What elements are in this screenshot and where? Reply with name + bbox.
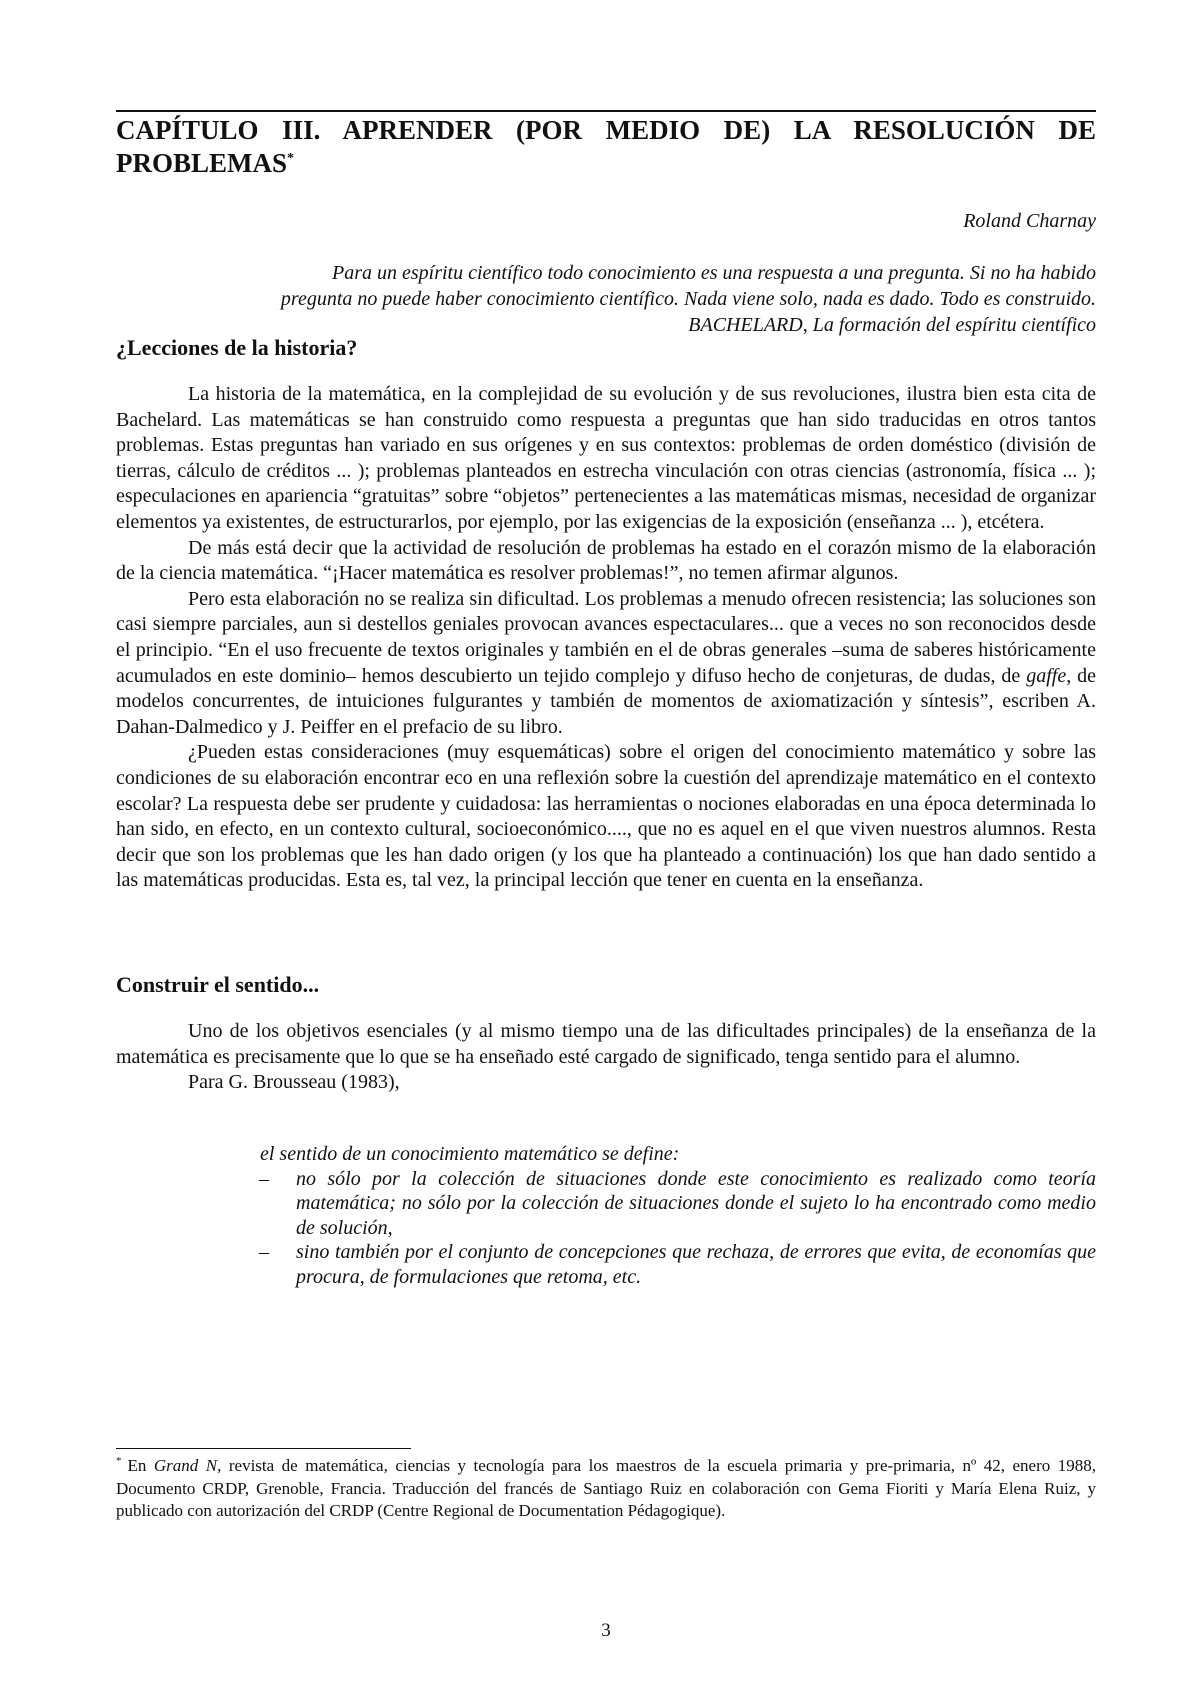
paragraph: ¿Pueden estas consideraciones (muy esquemáticas) sobre el origen del conocimiento matemático y sobre las condiciones de su elaboración encontrar eco en una reflexión sobre la cuestión del aprendizaje matemático en el contexto escolar? La respuesta debe ser prudente y cuidadosa: las herramientas o nociones elaboradas en una época determinada lo han sido, en efecto, en un contexto cultural, socioeconómico...., que no es aquel en el que viven nuestros alumnos. Resta decir que son los problemas que les han dado origen (y los que ha planteado a continuación) los que han dado sentido a las matemáticas producidas. Esta es, tal vez, la principal lección que tener en cuenta en la enseñanza.: [116, 741, 1096, 892]
paragraph: Uno de los objetivos esenciales (y al mismo tiempo una de las dificultades principales) de la enseñanza de la matemática es precisamente que lo que se ha enseñado esté cargado de significado, tenga sentido para el alumno.: [116, 1020, 1096, 1068]
paragraph: Para G. Brousseau (1983),: [188, 1071, 400, 1094]
top-rule: [116, 110, 1096, 112]
quote-item-text: sino también por el conjunto de concepciones que rechaza, de errores que evita, de economías que procura, de formulaciones que retoma, etc.: [296, 1241, 1096, 1288]
paragraph-italic-term: gaffe: [1026, 664, 1067, 687]
dash-bullet: –: [259, 1241, 269, 1263]
epigraph: [176, 260, 1096, 338]
footnote-rule: [116, 1448, 411, 1449]
footnote-text: , revista de matemática, ciencias y tecnología para los maestros de la escuela primaria y pre-primaria, nº 42, enero 1988, Documento CRDP, Grenoble, Francia. Traducción del francés de Santiago Ruiz en colaboración con Gema Fioriti y María Elena Ruiz, y publicado con autorización del CRDP (Centre Regional de Documentation Pédagogique).: [116, 1456, 1096, 1520]
chapter-title: [116, 114, 1096, 180]
quote-list-item: [260, 1167, 1096, 1241]
section-lecciones-body: [116, 382, 1096, 894]
footnote-marker: *: [116, 1455, 122, 1468]
quote-list-item: [260, 1240, 1096, 1289]
footnote: [116, 1455, 1096, 1523]
paragraph: [116, 587, 1096, 741]
author-name: Roland Charnay: [963, 210, 1096, 232]
chapter-title-text: CAPÍTULO III. APRENDER (POR MEDIO DE) LA RESOLUCIÓN DE PROBLEMAS: [116, 115, 1096, 178]
section-heading-construir: Construir el sentido...: [116, 972, 320, 997]
dash-bullet: –: [259, 1167, 269, 1190]
footnote-italic-title: Grand N: [153, 1456, 218, 1475]
paragraph: La historia de la matemática, en la complejidad de su evolución y de sus revoluciones, ilustra bien esta cita de Bachelard. Las matemáticas se han construido como respuesta a preguntas que han sido traducidas en otros tantos problemas. Estas preguntas han variado en sus orígenes y en sus contextos: problemas de orden doméstico (división de tierras, cálculo de créditos ... ); problemas planteados en estrecha vinculación con otras ciencias (astronomía, física ... ); especulaciones en apariencia “gratuitas” sobre “objetos” pertenecientes a las matemáticas mismas, necesidad de organizar elementos ya existentes, de estructurarlos, por ejemplo, por las exigencias de la exposición (enseñanza ... ), etcétera.: [116, 383, 1096, 533]
quote-list: [260, 1167, 1096, 1290]
epigraph-line-1: Para un espíritu científico todo conocimiento es una respuesta a una pregunta. Si no ha habido: [332, 262, 1096, 284]
epigraph-attribution: BACHELARD, La formación del espíritu científico: [688, 314, 1096, 336]
paragraph: De más está decir que la actividad de resolución de problemas ha estado en el corazón mismo de la elaboración de la ciencia matemática. “¡Hacer matemática es resolver problemas!”, no temen afirmar algunos.: [116, 536, 1096, 585]
paragraph-text: , de modelos concurrentes, de intuiciones fulgurantes y también de momentos de axiomatización y síntesis”, escriben A. Dahan-Dalmedico y J. Peiffer en el prefacio de su libro.: [116, 664, 1096, 738]
paragraph-text: Pero esta elaboración no se realiza sin dificultad. Los problemas a menudo ofrecen resistencia; las soluciones son casi siempre parciales, aun si destellos geniales provocan avances espectaculares... que a veces no son reconocidos desde el principio. “En el uso frecuente de textos originales y también en el de obras generales –suma de saberes históricamente acumulados en este dominio– hemos descubierto un tejido complejo y difuso hecho de conjeturas, de dudas, de: [116, 587, 1096, 687]
quote-item-text: no sólo por la colección de situaciones donde este conocimiento es realizado como teoría matemática; no sólo por la colección de situaciones donde el sujeto lo ha encontrado como medio de solución,: [296, 1167, 1096, 1239]
section-heading-lecciones: ¿Lecciones de la historia?: [116, 335, 358, 360]
section-construir-body: [116, 1019, 1096, 1096]
title-footnote-marker[interactable]: *: [287, 151, 295, 166]
brousseau-quote: [260, 1142, 1096, 1289]
page-number: 3: [601, 1620, 611, 1641]
footnote-text: En: [127, 1456, 154, 1475]
quote-intro: el sentido de un conocimiento matemático se define:: [260, 1143, 680, 1165]
epigraph-line-2: pregunta no puede haber conocimiento científico. Nada viene solo, nada es dado. Todo es construido.: [280, 288, 1096, 310]
